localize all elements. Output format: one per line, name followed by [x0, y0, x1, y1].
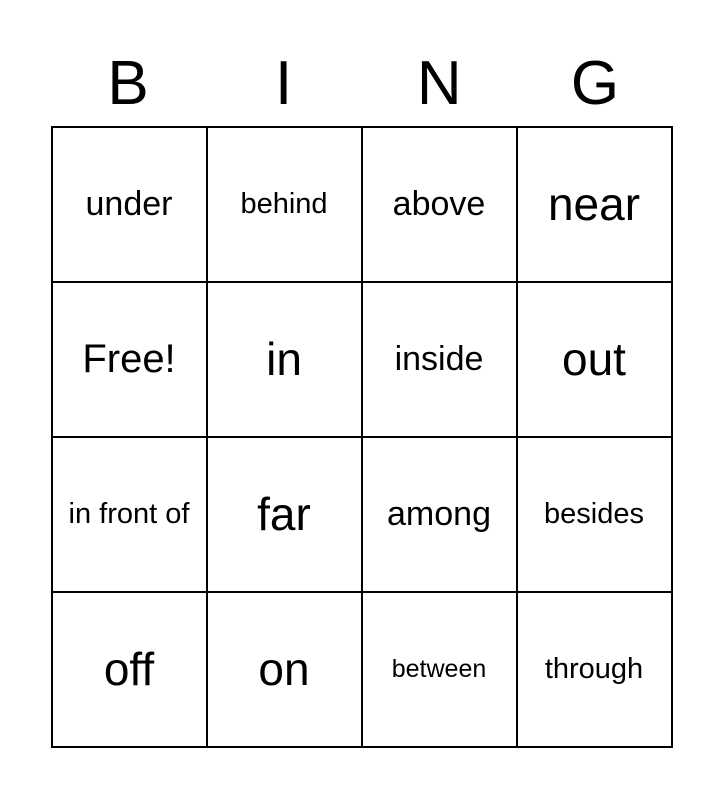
bingo-cell[interactable]: off	[53, 593, 208, 748]
bingo-header	[51, 40, 673, 120]
bingo-cell[interactable]: out	[518, 283, 673, 438]
bingo-row	[53, 593, 673, 748]
bingo-cell[interactable]: in front of	[53, 438, 208, 593]
bingo-cell[interactable]: between	[363, 593, 518, 748]
bingo-cell[interactable]: on	[208, 593, 363, 748]
bingo-grid	[51, 126, 673, 748]
bingo-cell-free[interactable]: Free!	[53, 283, 208, 438]
bingo-row	[53, 283, 673, 438]
bingo-row	[53, 438, 673, 593]
bingo-cell[interactable]: near	[518, 128, 673, 283]
bingo-cell[interactable]: through	[518, 593, 673, 748]
bingo-header-letter-n: N	[416, 49, 462, 118]
bingo-cell[interactable]: behind	[208, 128, 363, 283]
bingo-cell[interactable]: in	[208, 283, 363, 438]
bingo-cell[interactable]: inside	[363, 283, 518, 438]
bingo-header-letter-g: G	[570, 49, 620, 118]
bingo-cell[interactable]: under	[53, 128, 208, 283]
bingo-cell[interactable]: far	[208, 438, 363, 593]
bingo-cell[interactable]: among	[363, 438, 518, 593]
bingo-header-letter-b: B	[107, 49, 149, 118]
bingo-cell[interactable]: above	[363, 128, 518, 283]
bingo-row	[53, 128, 673, 283]
bingo-header-letter-i: I	[275, 49, 293, 118]
bingo-cell[interactable]: besides	[518, 438, 673, 593]
